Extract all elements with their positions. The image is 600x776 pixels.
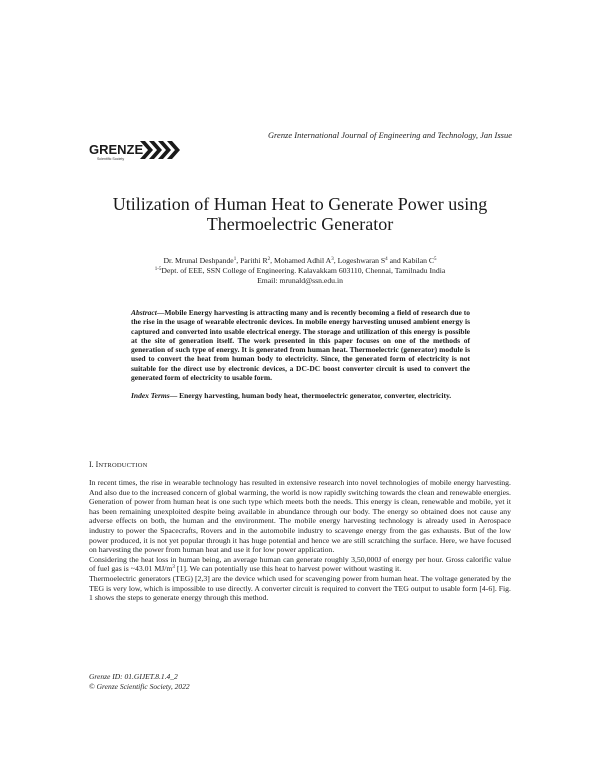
author-name: Dr. Mrunal Deshpande	[163, 256, 234, 265]
affiliation	[60, 266, 540, 276]
logo-chevrons-icon	[140, 141, 180, 159]
affiliation-sup: 1-5	[154, 267, 162, 272]
journal-header: Grenze International Journal of Engineering and Technology, Jan Issue	[267, 131, 512, 140]
body-paragraph-2: Considering the heat loss in human being, an average human can generate roughly 3,50,000J of energy per hour. Gross calorific value of fuel gas is ~43.01 $MJ/m^3$ [1]. We can potentially use this heat to harvest power without wasting it.	[89, 554, 511, 574]
abstract-text: —Mobile Energy harvesting is attracting many and is recently becoming a field of research due to the rise in the usage of wearable electronic devices. In mobile energy harvesting unused ambient energy is captured and converted into usable electrical energy. The storage and utilization of this energy is possible at the site of generation itself. The work presented in this paper focuses on one of the methods of generation of such type of energy. It is generated from human heat. Thermoelectric (generator) module is used to convert the heat from human body to electricity. Since, the generated form of electricity is not suitable for the direct use by electronic devices, a DC-DC boost converter circuit is used to convert the generated form of electricity to usable form.	[131, 308, 470, 383]
logo-subtitle: Scientific Society	[97, 157, 125, 161]
author-sup: 1	[233, 257, 237, 262]
copyright: © Grenze Scientific Society, 2022	[89, 681, 190, 691]
affiliation-text: Dept. of EEE, SSN College of Engineering. Kalavakkam 603110, Chennai, Tamilnadu India	[161, 266, 446, 275]
grenze-id: Grenze ID: 01.GIJET.8.1.4_2	[89, 672, 178, 681]
introduction-body	[89, 478, 511, 603]
author-sup: 2	[267, 257, 271, 262]
author-name: Mohamed Adhil A	[273, 256, 332, 265]
body-paragraph-1: In recent times, the rise in wearable technology has resulted in extensive research into novel technologies of mobile energy harvesting. And also due to the increased concern of global warming, the world is now rapidly switching towards the clean and renewable energies. Generation of power from human heat is one such type which meets both the needs. This energy is clean, renewable and mobile, yet it has been remaining unexploited despite being available in abundance through our body. The energy so obtained does not cause any adverse effects on both, the human and the environment. The mobile energy harvesting technology is already used in Aerospace industry to power the Spacecrafts, Rovers and in the automobile industry to scavenge energy from the gas exhausts. But of the low power produced, it is not yet popular through it has huge potential and hence we are still scratching the surface. Here, we have focused on harvesting the power from human heat and use it for low power application.	[89, 478, 511, 555]
title-line-1: Utilization of Human Heat to Generate Power using	[112, 194, 488, 214]
index-terms-label: Index Terms	[131, 391, 170, 401]
page-footer	[89, 672, 190, 692]
abstract-label: Abstract	[131, 308, 157, 317]
author-name: Kabilan C	[402, 256, 435, 265]
body-paragraph-3: Thermoelectric generators (TEG) [2,3] are the device which used for scavenging power from human heat. The voltage generated by the TEG is very low, which is impossible to use directly. A converter circuit is required to convert the TEG output to usable form [4-6]. Fig. 1 shows the steps to generate energy through this method.	[89, 573, 511, 603]
author-list: Dr. Mrunal Deshpande$^1$, Parithi $R^2$, Mohamed Adhil $A^3$, Logeshwaran $S^4$ and Kabilan $C^5$	[163, 256, 437, 265]
index-terms	[131, 391, 470, 400]
author-sup: 3	[331, 257, 334, 262]
abstract-paragraph	[131, 308, 470, 382]
author-name: Logeshwaran S	[337, 256, 386, 265]
author-sup: 5	[434, 257, 437, 262]
section-heading-introduction: I. INTRODUCTION	[89, 460, 148, 469]
index-terms-text: — Energy harvesting, human body heat, thermoelectric generator, converter, electricity.	[169, 391, 452, 401]
author-block	[60, 256, 540, 286]
author-email: Email: mrunald@ssn.edu.in	[257, 276, 343, 285]
paper-title	[60, 194, 540, 234]
author-name: Parithi R	[240, 256, 268, 265]
logo-wordmark: GRENZE	[89, 142, 144, 157]
grenze-logo	[89, 135, 189, 165]
abstract	[131, 308, 470, 401]
title-line-2: Thermoelectric Generator	[206, 214, 394, 234]
author-sup: 4	[385, 257, 388, 262]
